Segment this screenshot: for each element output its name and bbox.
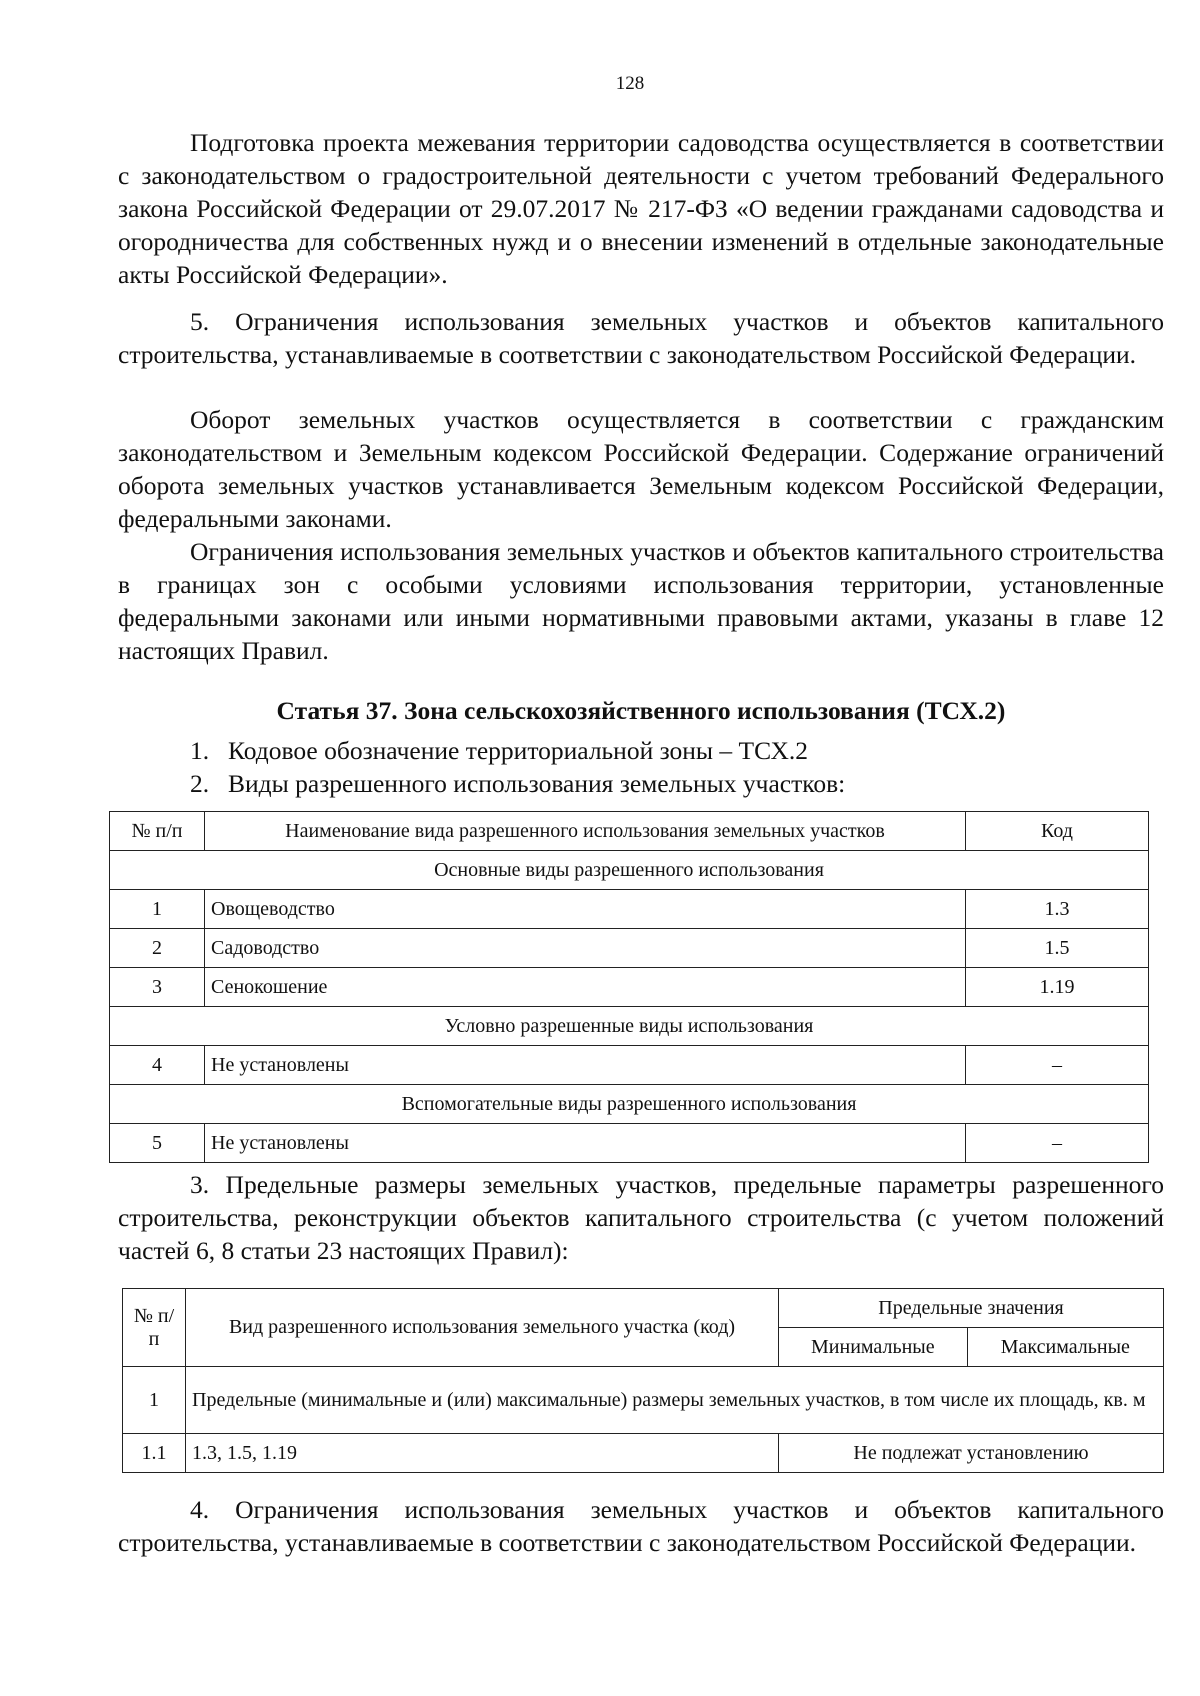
restrictions-paragraph: Ограничения использования земельных участков и объектов капитального строительства в границах зон с особыми условиями использования территории, установленные федеральными законами или иными нормативными правовыми актами, указаны в главе 12 настоящих Правил. [118,537,1164,665]
article-heading: Статья 37. Зона сельскохозяйственного использования (ТСХ.2) [276,696,1006,725]
row-num: 3 [110,968,205,1007]
intro-paragraph: Подготовка проекта межевания территории садоводства осуществляется в соответствии с законодательством о градостроительной деятельности с учетом требований Федерального закона Российской Федерации от 29.07.2017 № 217-ФЗ «О ведении гражданами садоводства и огородничества для собственных нужд и о внесении изменений в отдельные законодательные акты Российской Федерации». [118,128,1164,289]
table-header-row [110,812,1149,851]
header-name: Наименование вида разрешенного использования земельных участков [205,812,966,851]
row-num: 1 [110,890,205,929]
table-row [123,1434,1164,1473]
header-limits: Предельные значения [779,1289,1164,1328]
row-codes: 1.3, 1.5, 1.19 [186,1434,779,1473]
section-row-auxiliary [110,1085,1149,1124]
row-name: Сенокошение [205,968,966,1007]
list-item-number: 1. [190,736,210,765]
limits-table [122,1288,1164,1473]
row-num: 2 [110,929,205,968]
header-code: Код [966,812,1149,851]
permitted-uses-table [109,811,1149,1163]
table-header-row [123,1289,1164,1328]
list-item-uses [190,767,845,800]
item4-paragraph: 4. Ограничения использования земельных участков и объектов капитального строительства, устанавливаемые в соответствии с законодательством Российской Федерации. [118,1495,1164,1557]
row-text: Предельные (минимальные и (или) максимальные) размеры земельных участков, в том числе их площадь, кв. м [186,1367,1164,1434]
row-num: 5 [110,1124,205,1163]
section5-paragraph: 5. Ограничения использования земельных участков и объектов капитального строительства, устанавливаемые в соответствии с законодательством Российской Федерации. [118,307,1164,369]
section-title-auxiliary: Вспомогательные виды разрешенного использования [110,1085,1149,1124]
section-title-main: Основные виды разрешенного использования [110,851,1149,890]
page-number: 128 [615,73,645,94]
header-num: № п/п [110,812,205,851]
table-row [110,1046,1149,1085]
table-row [110,929,1149,968]
row-num: 1 [123,1367,186,1434]
row-num: 1.1 [123,1434,186,1473]
row-code: – [966,1046,1149,1085]
section-row-main [110,851,1149,890]
row-name: Не установлены [205,1124,966,1163]
list-item-zone-code [190,734,808,767]
row-name: Садоводство [205,929,966,968]
row-code: 1.5 [966,929,1149,968]
list-item-text: Виды разрешенного использования земельных участков: [228,769,846,798]
row-name: Не установлены [205,1046,966,1085]
section-row-conditional [110,1007,1149,1046]
item3-paragraph: 3. Предельные размеры земельных участков, предельные параметры разрешенного строительства, реконструкции объектов капитального строительства (с учетом положений частей 6, 8 статьи 23 настоящих Правил): [118,1170,1164,1265]
table-row [110,1124,1149,1163]
turnover-paragraph: Оборот земельных участков осуществляется в соответствии с гражданским законодательством и Земельным кодексом Российской Федерации. Содержание ограничений оборота земельных участков устанавливается Земельным кодексом Российской Федерации, федеральными законами. [118,405,1164,533]
row-code: 1.3 [966,890,1149,929]
header-max: Максимальные [967,1328,1163,1367]
table-row [110,890,1149,929]
row-code: 1.19 [966,968,1149,1007]
row-code: – [966,1124,1149,1163]
table-row [123,1367,1164,1434]
header-use: Вид разрешенного использования земельного участка (код) [186,1289,779,1367]
row-num: 4 [110,1046,205,1085]
list-item-text: Кодовое обозначение территориальной зоны – ТСХ.2 [228,736,809,765]
section-title-conditional: Условно разрешенные виды использования [110,1007,1149,1046]
header-min: Минимальные [779,1328,968,1367]
list-item-number: 2. [190,769,210,798]
header-num: № п/п [123,1289,186,1367]
table-row [110,968,1149,1007]
row-name: Овощеводство [205,890,966,929]
row-value: Не подлежат установлению [779,1434,1164,1473]
